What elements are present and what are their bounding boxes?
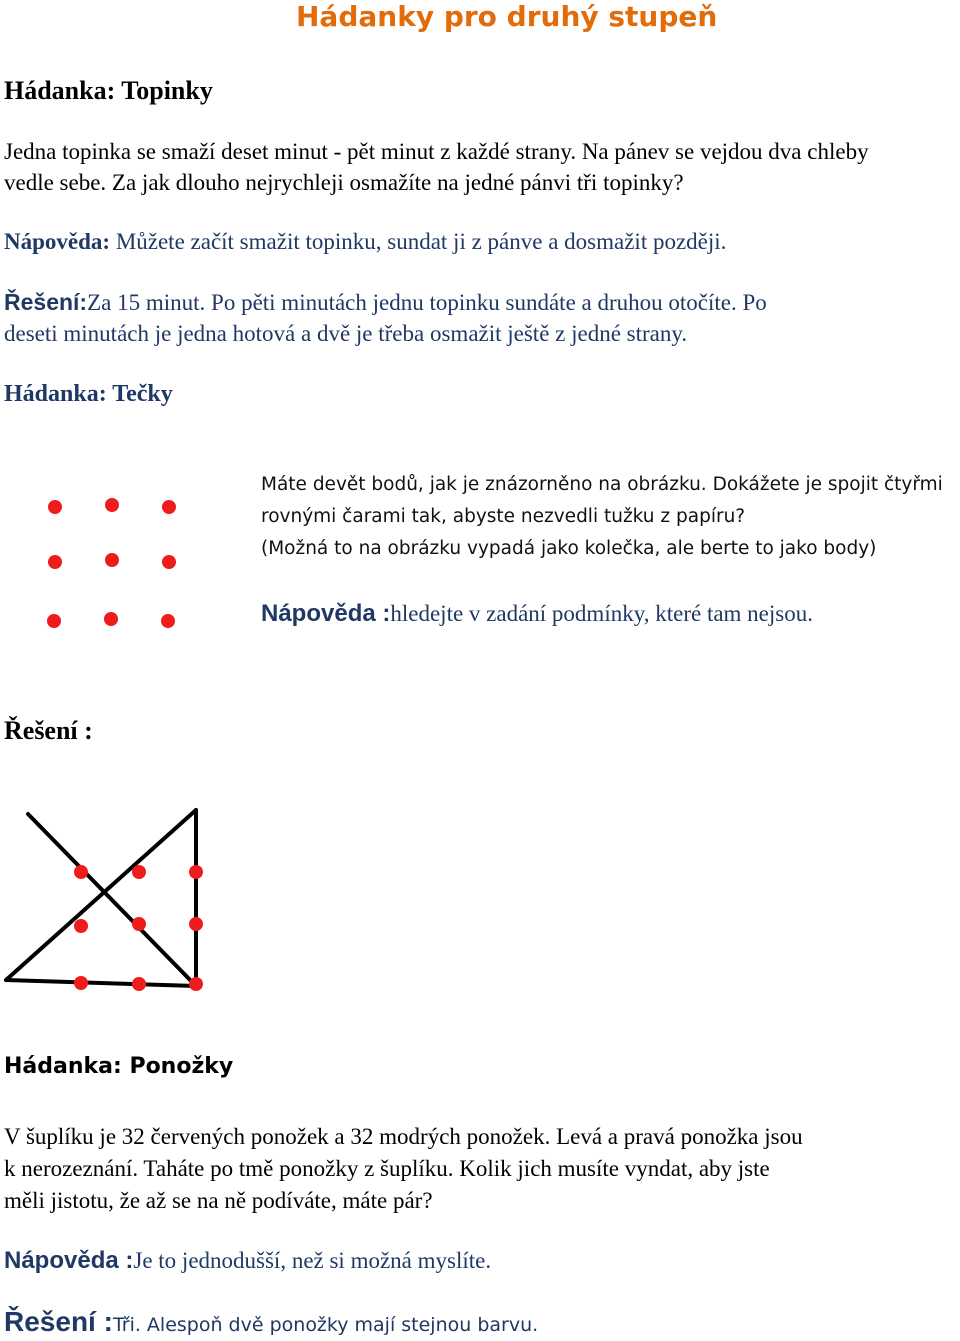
topinky-hint-text: Můžete začít smažit topinku, sundat ji z pánve a dosmažit později.	[110, 229, 727, 254]
dot	[47, 614, 61, 628]
topinky-solution-line2: deseti minutách je jedna hotová a dvě je třeba osmažit ještě z jedné strany.	[4, 321, 688, 346]
tecky-text-line3: (Možná to na obrázku vypadá jako kolečka, ale berte to jako body)	[261, 538, 877, 559]
topinky-solution-label: Řešení:	[4, 289, 88, 315]
dot	[162, 555, 176, 569]
solution-dot	[74, 865, 88, 879]
solution-dot	[189, 977, 203, 991]
ponozky-text-line3: měli jistotu, že až se na ně podíváte, máte pár?	[4, 1188, 433, 1213]
page-title: Hádanky pro druhý stupeň	[296, 0, 718, 33]
dot	[161, 614, 175, 628]
tecky-text-line2: rovnými čarami tak, abyste nezvedli tužku z papíru?	[261, 506, 746, 527]
tecky-hint	[261, 600, 813, 628]
dot	[105, 498, 119, 512]
solution-dot	[132, 977, 146, 991]
ponozky-hint-text: Je to jednodušší, než si možná myslíte.	[133, 1248, 492, 1273]
topinky-solution-line1: Za 15 minut. Po pěti minutách jednu topinku sundáte a druhou otočíte. Po	[87, 290, 767, 315]
solution-dot	[74, 919, 88, 933]
solution-dot	[132, 865, 146, 879]
topinky-text-line2: vedle sebe. Za jak dlouho nejrychleji osmažíte na jedné pánvi tři topinky?	[4, 170, 684, 195]
ponozky-hint	[4, 1247, 491, 1275]
dot	[104, 612, 118, 626]
ponozky-heading: Hádanka: Ponožky	[4, 1054, 234, 1079]
dot	[105, 553, 119, 567]
solution-dot	[132, 917, 146, 931]
tecky-hint-text: hledejte v zadání podmínky, které tam nejsou.	[390, 601, 813, 626]
topinky-hint-label: Nápověda:	[4, 229, 111, 254]
solution-dot	[74, 976, 88, 990]
ponozky-hint-label: Nápověda :	[4, 1247, 134, 1274]
tecky-text-line1: Máte devět bodů, jak je znázorněno na obrázku. Dokážete je spojit čtyřmi	[261, 474, 943, 495]
dot	[48, 555, 62, 569]
ponozky-text-line1: V šuplíku je 32 červených ponožek a 32 modrých ponožek. Levá a pravá ponožka jsou	[4, 1124, 803, 1149]
solution-line	[6, 980, 196, 986]
ponozky-solution-label: Řešení :	[4, 1306, 113, 1337]
tecky-hint-label: Nápověda :	[261, 600, 391, 627]
topinky-solution	[4, 289, 767, 316]
dot	[162, 500, 176, 514]
solution-figure	[0, 800, 220, 1000]
topinky-text-line1: Jedna topinka se smaží deset minut - pět minut z každé strany. Na pánev se vejdou dva chleby	[4, 139, 869, 164]
topinky-heading: Hádanka: Topinky	[4, 76, 213, 105]
ponozky-solution	[4, 1306, 538, 1338]
tecky-heading: Hádanka: Tečky	[4, 381, 173, 407]
ponozky-text-line2: k nerozeznání. Taháte po tmě ponožky z šuplíku. Kolik jich musíte vyndat, aby jste	[4, 1156, 770, 1181]
tecky-solution-label: Řešení :	[4, 716, 93, 745]
solution-dot	[189, 865, 203, 879]
dot	[48, 500, 62, 514]
solution-dot	[189, 917, 203, 931]
topinky-hint	[4, 229, 726, 255]
ponozky-solution-text: Tři. Alespoň dvě ponožky mají stejnou barvu.	[112, 1314, 539, 1336]
solution-line	[28, 814, 196, 986]
